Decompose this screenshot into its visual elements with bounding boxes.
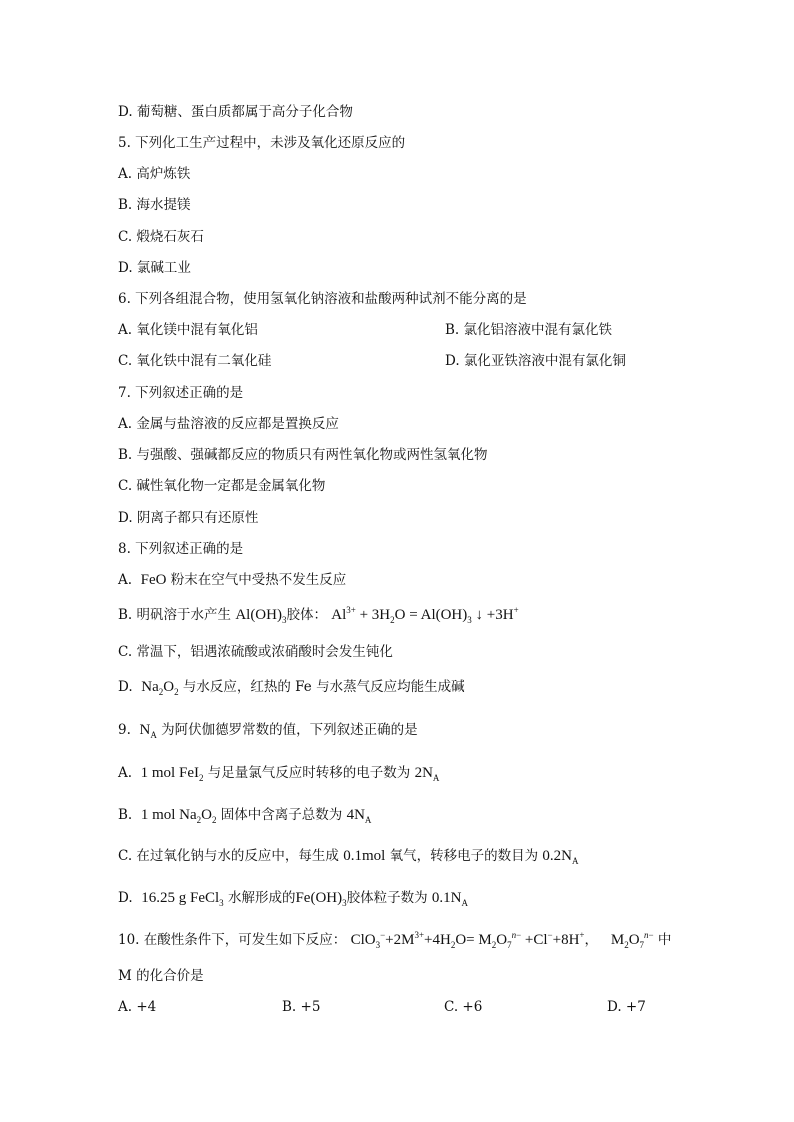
q5-option-d: D. 氯碱工业	[118, 260, 191, 276]
q9-option-a: A. 1 mol FeI$_2$ 与足量氯气反应时转移的电子数为 $2N_A$	[118, 765, 440, 783]
q8-stem: 8. 下列叙述正确的是	[118, 541, 244, 557]
q6-option-b: B. 氯化铝溶液中混有氯化铁	[445, 322, 613, 338]
alum-hydrolysis-equation: $Al^{3+} + 3H_2O = Al(OH)_3$ ↓ +3H+	[331, 605, 519, 625]
q7-option-c: C. 碱性氧化物一定都是金属氧化物	[118, 478, 326, 494]
q8-option-a: A. FeO 粉末在空气中受热不发生反应	[118, 572, 347, 588]
q8-option-b: B. 明矾溶于水产生 $Al(OH)_3$胶体： $Al^{3+} + 3H_2O = Al(OH)_3$ ↓ +3H+	[118, 605, 519, 625]
q10-stem: 10. 在酸性条件下，可发生如下反应： $ClO_3^-+2M^{3+}+4H_2O= M_2O_7^{n-} +Cl^-+8H^+$， $M_2O_7^{n-}$ 中	[118, 930, 672, 950]
q9-option-c: C. 在过氧化钠与水的反应中，每生成 0.1mol 氧气，转移电子的数目为 $0.2N_A$	[118, 848, 579, 866]
q7-option-a: A. 金属与盐溶液的反应都是置换反应	[118, 416, 339, 432]
na-symbol: $N_A$	[139, 722, 157, 740]
q10-option-c: C. +6	[444, 999, 483, 1015]
q7-option-d: D. 阴离子都只有还原性	[118, 510, 259, 526]
q8-option-c: C. 常温下，铝遇浓硫酸或浓硝酸时会发生钝化	[118, 644, 393, 660]
q6-stem: 6. 下列各组混合物，使用氢氧化钠溶液和盐酸两种试剂不能分离的是	[118, 291, 527, 307]
q10-stem-line2: M 的化合价是	[118, 968, 204, 984]
q9-stem: 9. $N_A$ 为阿伏伽德罗常数的值，下列叙述正确的是	[118, 722, 418, 740]
q6-row-cd	[118, 351, 678, 371]
q7-option-b: B. 与强酸、强碱都反应的物质只有两性氧化物或两性氢氧化物	[118, 447, 488, 463]
q10-option-b: B. +5	[282, 999, 321, 1015]
q5-option-b: B. 海水提镁	[118, 197, 191, 213]
na2o2-formula: $Na_2O_2$	[141, 679, 179, 697]
q10-options	[118, 997, 678, 1017]
q10-option-d: D. +7	[607, 999, 646, 1015]
q8-option-d: D. $Na_2O_2$ 与水反应，红热的 Fe 与水蒸气反应均能生成碱	[118, 679, 465, 697]
q5-option-c: C. 煅烧石灰石	[118, 229, 204, 245]
q10-option-a: A. +4	[118, 999, 157, 1015]
q9-option-b: B. 1 mol $Na_2O_2$ 固体中含离子总数为 $4N_A$	[118, 807, 372, 825]
aloh3-formula: $Al(OH)_3$	[235, 607, 287, 625]
q5-option-a: A. 高炉炼铁	[118, 166, 191, 182]
q6-option-d: D. 氯化亚铁溶液中混有氯化铜	[445, 353, 626, 369]
q6-option-a: A. 氧化镁中混有氧化铝	[118, 322, 258, 338]
q4-option-d: D. 葡萄糖、蛋白质都属于高分子化合物	[118, 104, 353, 120]
redox-equation: $ClO_3^-+2M^{3+}+4H_2O= M_2O_7^{n-} +Cl^-+8H^+$	[350, 930, 585, 950]
q6-option-c: C. 氧化铁中混有二氧化硅	[118, 353, 272, 369]
q9-option-d: D. 16.25 g FeCl$_3$ 水解形成的$Fe(OH)_3$胶体粒子数为 $0.1N_A$	[118, 890, 469, 908]
feo-formula: FeO	[140, 572, 167, 588]
q6-row-ab	[118, 320, 678, 340]
q7-stem: 7. 下列叙述正确的是	[118, 385, 244, 401]
q5-stem: 5. 下列化工生产过程中，未涉及氧化还原反应的	[118, 135, 406, 151]
